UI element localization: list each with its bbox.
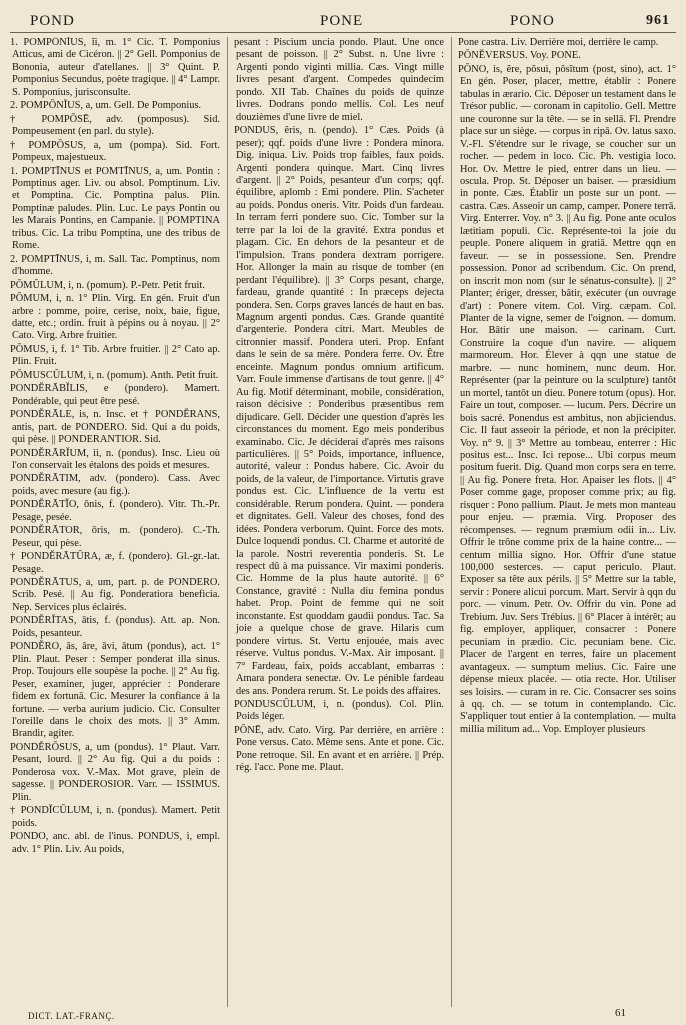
- dictionary-entry: PŌMUSCŬLUM, i, n. (pomum). Anth. Petit fruit.: [10, 369, 219, 381]
- column-2: [234, 37, 444, 1007]
- dictionary-entry: PONDĔRĀBĬLIS, e (pondero). Mamert. Pondérable, qui peut être pesé.: [10, 383, 220, 407]
- dictionary-entry: PONDĔRĀTĬO, ōnis, f. (pondero). Vitr. Th.-Pr. Pesage, pesée.: [10, 499, 220, 523]
- dictionary-entry: 1. POMPŌNĬUS, ĭi, m. 1° Cic. T. Pomponius Atticus, ami de Cicéron. || 2° Gell. Pomponius de Bononia, auteur d'atellanes. || 3° Quint. P. Pomponius Secundus, poète tragique. || 4° Lampr. S. Pomponius, jurisconsulte.: [10, 37, 220, 98]
- column-1: [10, 37, 220, 1007]
- dictionary-entry: PŌMŬLUM, i, n. (pomum). P.-Petr. Petit fruit.: [10, 279, 205, 291]
- page-number: 961: [646, 13, 670, 28]
- signature-mark: 61: [615, 1007, 626, 1019]
- column-divider: [227, 37, 228, 1007]
- header-right-guide-word: PONO: [510, 13, 555, 29]
- dictionary-entry: PONDĔRŌSUS, a, um (pondus). 1° Plaut. Varr. Pesant, lourd. || 2° Au fig. Qui a du poids : Ponderosa vox. V.-Max. Mot grave, plein de sagesse. || PONDEROSIOR. Varr. — ISSIMUS. Plin.: [10, 741, 220, 803]
- column-divider: [451, 37, 452, 1007]
- dictionary-entry: 2. POMPTĪNUS, i, m. Sall. Tac. Pomptinus, nom d'homme.: [10, 253, 220, 278]
- dictionary-entry: PONDUSCŬLUM, i, n. (pondus). Col. Plin. Poids léger.: [234, 699, 444, 723]
- dictionary-entry: Pone castra. Liv. Derrière moi, derrière le camp.: [458, 37, 659, 48]
- dictionary-entry: PONDĔRĬTAS, ātis, f. (pondus). Att. ap. Non. Poids, pesanteur.: [10, 615, 220, 639]
- dictionary-entry: † PONDĬCŬLUM, i, n. (pondus). Mamert. Petit poids.: [10, 805, 220, 829]
- dictionary-entry: † PONDĔRĀTŪRA, æ, f. (pondero). Gl.-gr.-lat. Pesage.: [10, 551, 220, 575]
- dictionary-entry: PONDĔRĀTUS, a, um, part. p. de PONDERO. Scrib. Pesé. || Au fig. Ponderatiora beneficia. Nep. Services plus éclairés.: [10, 577, 220, 613]
- dictionary-entry: † POMPŌSUS, a, um (pompa). Sid. Fort. Pompeux, majestueux.: [10, 139, 220, 164]
- dictionary-entry: PONDĔRĀTIM, adv. (pondero). Cass. Avec poids, avec mesure (au fig.).: [10, 473, 220, 497]
- footer-signature: DICT. LAT.-FRANÇ.: [28, 1011, 115, 1021]
- dictionary-entry: PONDĔRĀRĬUM, ii, n. (pondus). Insc. Lieu où l'on conservait les étalons des poids et mesures.: [10, 447, 220, 471]
- header-center-guide-word: PONE: [320, 13, 364, 29]
- column-3: [458, 37, 676, 1007]
- dictionary-entry: PŌMUS, i, f. 1° Tib. Arbre fruitier. || 2° Cato ap. Plin. Fruit.: [10, 343, 220, 368]
- text-columns: [10, 37, 676, 1007]
- dictionary-entry: PŌNĒ, adv. Cato. Virg. Par derrière, en arrière : Pone versus. Cato. Même sens. Ante et pone. Cic. Pone retroque. Sil. En avant et en arrière. || Prép. rég. l'acc. Pone me. Plaut.: [234, 724, 444, 774]
- dictionary-entry: 1. POMPTĪNUS et POMTĪNUS, a, um. Pontin : Pomptinus ager. Liv. ou absol. Pomptinum. Liv. et Pomptina. Cic. Pomptina palus. Plin. Pomptinæ paludes. Plin. Luc. Le pays Pontin ou les Marais Pontins, en Campanie. || POMPTINA tribus. Cic. La tribu Pomptina, une des tribus de Rome.: [10, 165, 220, 252]
- dictionary-entry: PŌMUM, i, n. 1° Plin. Virg. En gén. Fruit d'un arbre : pomme, poire, cerise, noix, baie, figue, datte, etc.; ordin. fruit à pépins ou à noyau. || 2° Cato. Virg. Arbre fruitier.: [10, 293, 220, 342]
- dictionary-entry: pesant : Piscium uncia pondo. Plaut. Une once pesant de poisson. || 2° Subst. n. Une livre : Argenti pondo viginti millia. Cæs. Vingt mille livres pesant d'argent. Compedes quindecim pondo. XII Tab. Chaînes du poids de quinze livres. Dodrans pondo mellis. Col. Les neuf douzièmes d'une livre de miel.: [234, 37, 444, 123]
- dictionary-entry: PONDĔRĀLE, is, n. Insc. et † PONDĔRANS, antis, part. de PONDERO. Sid. Qui a du poids, qui pèse. || PONDERANTIOR. Sid.: [10, 409, 220, 446]
- dictionary-entry: 2. POMPŌNĬUS, a, um. Gell. De Pomponius.: [10, 100, 202, 112]
- dictionary-entry: PONDO, anc. abl. de l'inus. PONDUS, i, empl. adv. 1° Plin. Liv. Au poids,: [10, 831, 220, 855]
- dictionary-entry: † POMPŌSĒ, adv. (pomposus). Sid. Pompeusement (en parl. du style).: [10, 113, 220, 138]
- dictionary-entry: PŌNĔVERSUS. Voy. PONE.: [458, 50, 581, 62]
- dictionary-entry: PONDĔRO, ās, āre, āvi, ātum (pondus), act. 1° Plin. Plaut. Peser : Semper ponderat illa sinus. Prop. Toujours elle soupèse la poche. || 2° Au fig. Peser, examiner, juger, apprécier : Ponderare fidem ex fortunā. Cic. Mesurer la confiance à la fortune. — verba aurium judicio. Cic. Consulter l'oreille dans le choix des mots. || 3° Amm. Brandir, agiter.: [10, 641, 220, 740]
- dictionary-entry: PONDUS, ĕris, n. (pendo). 1° Cæs. Poids (à peser); qqf. poids d'une livre : Pondera minora. Dig. iniqua. Liv. Poids trop faibles, faux poids. Argenti pondera quinque. Mart. Cinq livres d'argent. || 2° Poids, pesanteur d'un corps; qqf. équilibre, aplomb : Emi pondere. Plin. S'acheter au poids. Pondus oneris. Vitr. Poids d'un fardeau. In terram ferri pondere suo. Cic. Tomber sur la terre par la loi de la gravité. Extra pondus et plagam. Cic. En dehors de la pesanteur et de l'impulsion. Trans pondera dextram porrigere. Hor. Allonger la main au risque de tomber (en perdant l'équilibre). || 3° Corps pesant, charge, fardeau, grande quantité : In præceps dejecta pondera. Sen. Corps graves lancés de haut en bas. Magnum argenti pondus. Cæs. Grande quantité d'argenterie. Pondera citri. Mart. Meubles de citronnier massif. Pondera uteri. Prop. Enfant dans le sein de sa mère. Pondera ferre. Ov. Être enceinte. Magnum pondus omnium artificum. Varr. Foule immense d'artisans de tout genre. || 4° Au fig. Motif déterminant, mobile, considération, raison décisive : Ponderibus præsentibus rem dijudicare. Gell. Décider une question d'après les circonstances du moment. Ego meis ponderibus examinabo. Cic. Je déciderai d'après mes raisons particulières. || 5° Poids, importance, influence, autorité, valeur : Pondus habere. Cic. Avoir du poids, de la valeur, de l'importance. Virtutis grave pondus est. Cic. L'influence de la vertu est considérable. Rerum pondera. Quint. — pondera et dignitates. Gell. Valeur des choses, fond des idées. Pondera verborum. Quint. Force des mots. Dulce loquendi pondus. Cl. Charme et autorité de la parole. Nostri reverentia ponderis. St. Le respect dû à ma puissance. Vir maximi ponderis. Cic. Homme de la plus haute autorité. || 6° Constance, gravité : Nulla diu femina pondus habet. Prop. Point de femme qui ne soit inconstante. Est quoddam gaudii pondus. Tac. Sa joie a quelque chose de grave. Hilaris cum pondere virtus. St. Vertu enjouée, mais avec réserve. Vultus pondus. V.-Max. Air imposant. || 7° Fardeau, faix, poids accablant, embarras : Amara pondera senectæ. Ov. Le pénible fardeau des ans. Pondera rerum. St. Le poids des affaires.: [234, 125, 444, 697]
- header-left-guide-word: POND: [30, 13, 75, 29]
- dictionary-entry: PONDĔRĀTOR, ōris, m. (pondero). C.-Th. Peseur, qui pèse.: [10, 525, 220, 549]
- page-header: [10, 10, 676, 33]
- dictionary-entry: PŌNO, is, ĕre, pŏsui, pŏsĭtum (post, sino), act. 1° En gén. Poser, placer, mettre, établir : Ponere tabulas in ærario. Cic. Déposer un testament dans le Trésor public. — coronam in capitolio. Gell. Mettre une couronne sur la tête. — se in sellā. Fl. Prendre place sur un siège. — corpus in ripā. Ov. latus saxo. V.-Fl. S'étendre sur le rivage, se coucher sur un rocher. — pedem in loco. Cic. Ph. vestigia loco. Hor. Ov. Mettre le pied, entrer dans un lieu. — oscula. Prop. St. Déposer un baiser. — præsidium in ponte. Cæs. Établir un poste sur un pont. — castra. Cæs. Asseoir un camp, camper. Ponere terrā. Virg. Enterrer. Voy. n° 3. || Au fig. Pone ante oculos lætitiam populi. Cic. Représente-toi la joie du peuple. Ponere aliquem in gratiā. Mettre qqn en faveur. — se in possessione. Sen. Prendre possession. Ponor ad scribendum. Cic. On prend, on inscrit mon nom (sur le sénatus-consulte). || 2° Planter; ériger, dresser, bâtir, exécuter (un ouvrage d'art) : Ponere vitem. Col. Virg. cæpam. Col. Planter de la vigne, semer de l'oignon. — domum. Hor. Bâtir une maison. — carinam. Curt. Construire la coque d'un navire. — aliquem marmoreum. Hor. Élever à qqn une statue de marbre. — nunc hominem, nunc deum. Hor. Représenter (par la peinture ou la sculpture) tantôt un mortel, tantôt un dieu. Ponere totum (opus). Hor. Faire un tout, composer. — lucum. Pers. Décrire un bois sacré. Ponendus est ambitus, non abjiciendus. Cic. Il faut asseoir la période, et non la précipiter. Voy. n° 9. || 3° Mettre au tombeau, enterrer : Hic positus est... Insc. Ici repose... Ubi corpus meum positum fuerit. Dig. Quand mon corps sera en terre. || Au fig. Ponere freta. Hor. Apaiser les flots. || 4° Poser comme gage, proposer comme prix; au fig. risquer : Pono pallium. Plaut. Je mets mon manteau pour enjeu. — præmia. Virg. Proposer des récompenses. — regnum præmium odii in... Liv. Offrir le trône comme prix de la haine contre... — centum millia signo. Hor. Offrir d'une statue 100,000 sesterces. — caput periculo. Plaut. Exposer sa tête aux périls. || 5° Mettre sur la table, servir : Ponere alicui porcum. Mart. Servir à qqn du porc. — vinum. Petr. Ov. Offrir du vin. Pone ad Trebium. Juv. Sers Trébius. || 6° Placer à intérêt; au fig. employer, appliquer, consacrer : Ponere pecuniam in prædio. Cic. pecuniam bene. Cic. Placer de l'argent en terres, faire un placement avantageux. — sumptum melius. Cic. Faire une dépense mieux placée. — otia recte. Hor. Utiliser ses loisirs. — curam in re. Cic. Consacrer ses soins à qq. ch. — se totum in contemplando. Cic. S'appliquer tout entier à la contemplation. — multa millia militum ad... Vop. Employer plusieurs: [458, 63, 676, 735]
